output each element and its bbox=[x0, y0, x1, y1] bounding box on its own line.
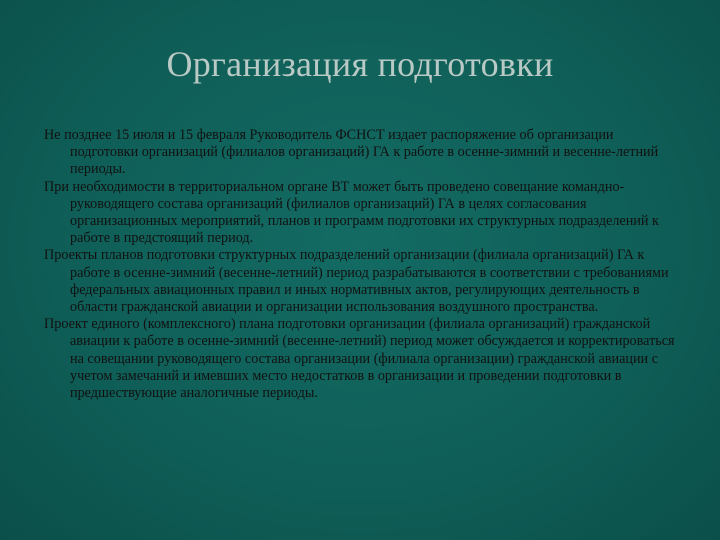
paragraph-unified-plan: Проект единого (комплексного) плана подготовки организации (филиала организаций) гражданской авиации к работе в осенне-зимний (весенне-летний) период может обсуждается и корректироваться на совещании руководящего состава организации (филиала организации) гражданской авиации с учетом замечаний и имевших место недостатков в организации и проведении подготовки в предшествующие аналогичные периоды. bbox=[44, 316, 675, 402]
slide-title: Организация подготовки bbox=[166, 44, 554, 84]
paragraph-meeting: При необходимости в территориальном органе ВТ может быть проведено совещание командно-руководящего состава организаций (филиалов организаций) ГА в целях согласования организационных мероприятий, планов и программ подготовки их структурных подразделений к работе в предстоящий период. bbox=[44, 178, 659, 247]
paragraph-plan-drafts: Проекты планов подготовки структурных подразделений организации (филиала организаций) ГА к работе в осенне-зимний (весенне-летний) период разрабатываются в соответствии с требованиями федеральных авиационных правил и иных нормативных актов, регулирующих деятельность в области гражданской авиации и организации использования воздушного пространства. bbox=[44, 247, 669, 316]
slide-body bbox=[44, 127, 680, 402]
paragraph-deadline-order: Не позднее 15 июля и 15 февраля Руководитель ФСНСТ издает распоряжение об организации подготовки организаций (филиалов организаций) ГА к работе в осенне-зимний и весенне-летний периоды. bbox=[44, 127, 659, 178]
